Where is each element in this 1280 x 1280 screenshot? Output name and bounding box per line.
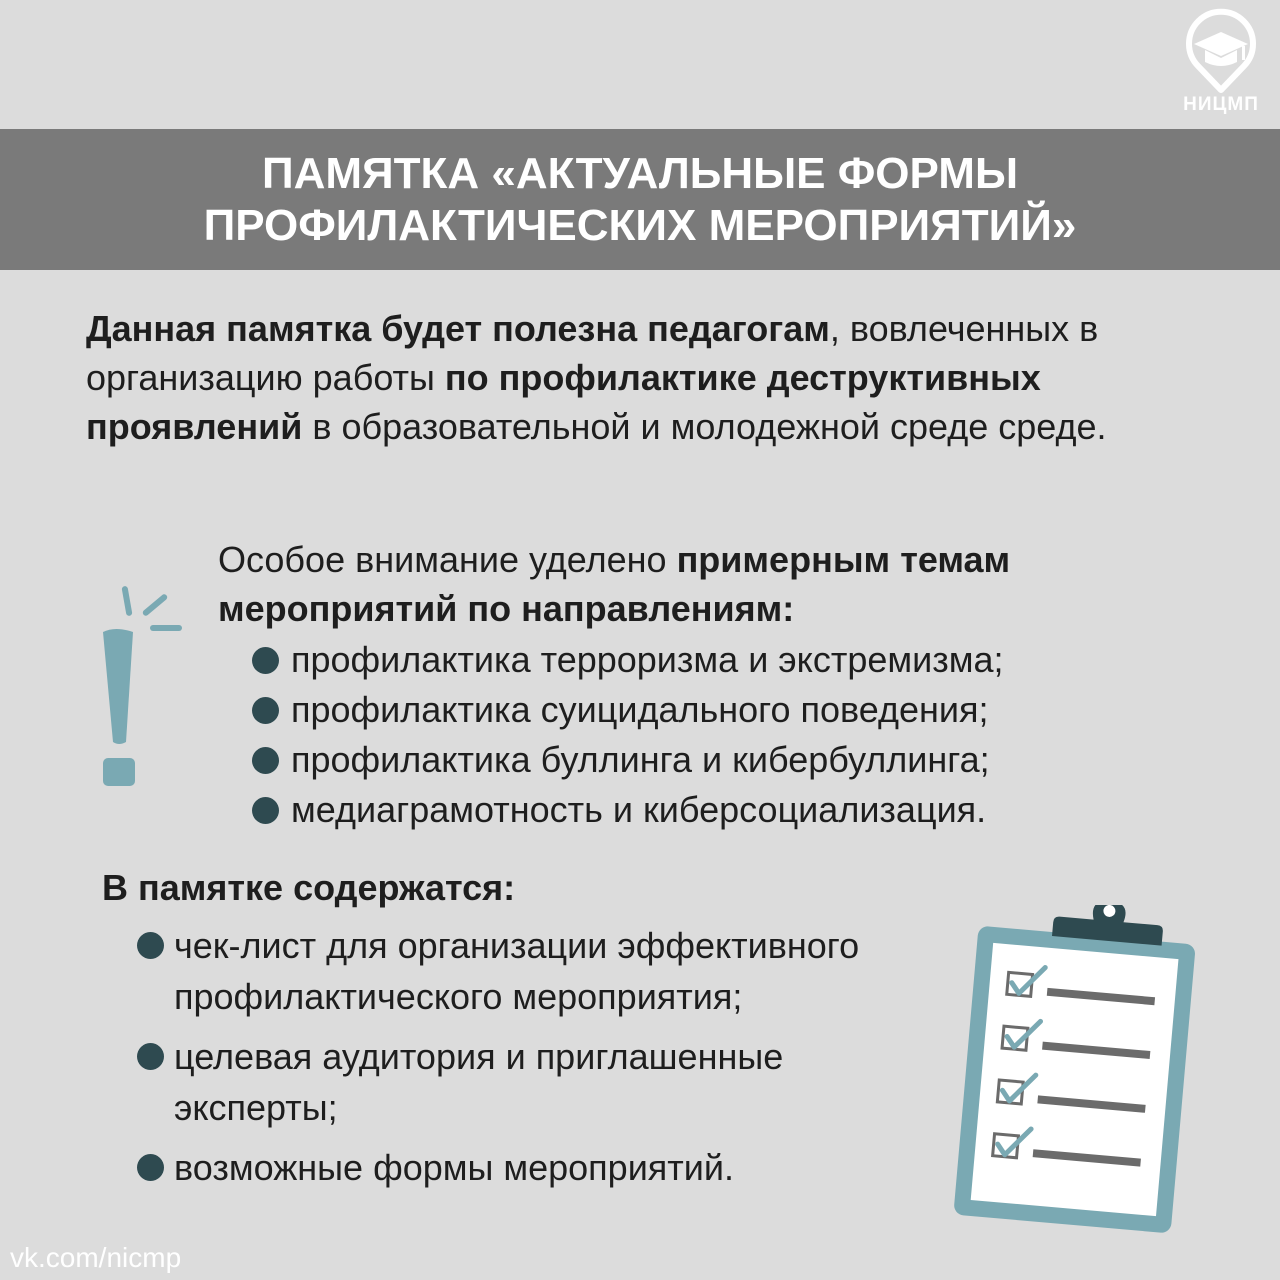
intro-text-2: , вовлеченных в организацию работы [86, 308, 1099, 398]
graduation-cap-pin-icon [1178, 8, 1264, 94]
content-text: возможные формы мероприятий. [174, 1147, 735, 1188]
list-item [137, 1031, 937, 1133]
contents-list [137, 920, 937, 1202]
exclamation-icon [95, 582, 185, 792]
direction-text: профилактика суицидального поведения; [291, 689, 989, 730]
clipboard-checklist-icon [940, 905, 1220, 1245]
contains-title: В памятке содержатся: [102, 867, 516, 908]
intro-bold-3: по профилактике деструктивных проявлений [86, 357, 1041, 447]
list-item [137, 920, 937, 1022]
bullet-icon [137, 1043, 164, 1070]
list-item [137, 1142, 937, 1193]
direction-text: медиаграмотность и киберсоциализация. [291, 789, 987, 830]
title-line-2: ПРОФИЛАКТИЧЕСКИХ МЕРОПРИЯТИЙ» [203, 200, 1077, 250]
bullet-icon [252, 747, 279, 774]
attention-bold-2: примерным темам мероприятий по направлениям: [218, 539, 1011, 629]
attention-paragraph [218, 535, 1258, 633]
title-banner [0, 129, 1280, 270]
intro-text-4: в образовательной и молодежной среде среде. [302, 406, 1107, 447]
bullet-icon [137, 932, 164, 959]
list-item [252, 785, 1004, 835]
bullet-icon [137, 1154, 164, 1181]
title-line-1: ПАМЯТКА «АКТУАЛЬНЫЕ ФОРМЫ [261, 148, 1019, 198]
list-item [252, 735, 1004, 785]
bullet-icon [252, 697, 279, 724]
footer-link[interactable]: vk.com/nicmp [10, 1242, 182, 1273]
bullet-icon [252, 647, 279, 674]
direction-text: профилактика терроризма и экстремизма; [291, 639, 1004, 680]
list-item [252, 635, 1004, 685]
directions-list [252, 635, 1004, 835]
direction-text: профилактика буллинга и кибербуллинга; [291, 739, 990, 780]
attention-text-1: Особое внимание уделено [218, 539, 677, 580]
content-text: чек-лист для организации эффективного профилактического мероприятия; [174, 925, 860, 1017]
intro-paragraph [86, 304, 1246, 451]
logo [1166, 8, 1276, 113]
list-item [252, 685, 1004, 735]
logo-text: НИЦМП [1183, 94, 1259, 115]
intro-bold-1: Данная памятка будет полезна педагогам [86, 308, 830, 349]
bullet-icon [252, 797, 279, 824]
content-text: целевая аудитория и приглашенные эксперты; [174, 1036, 784, 1128]
